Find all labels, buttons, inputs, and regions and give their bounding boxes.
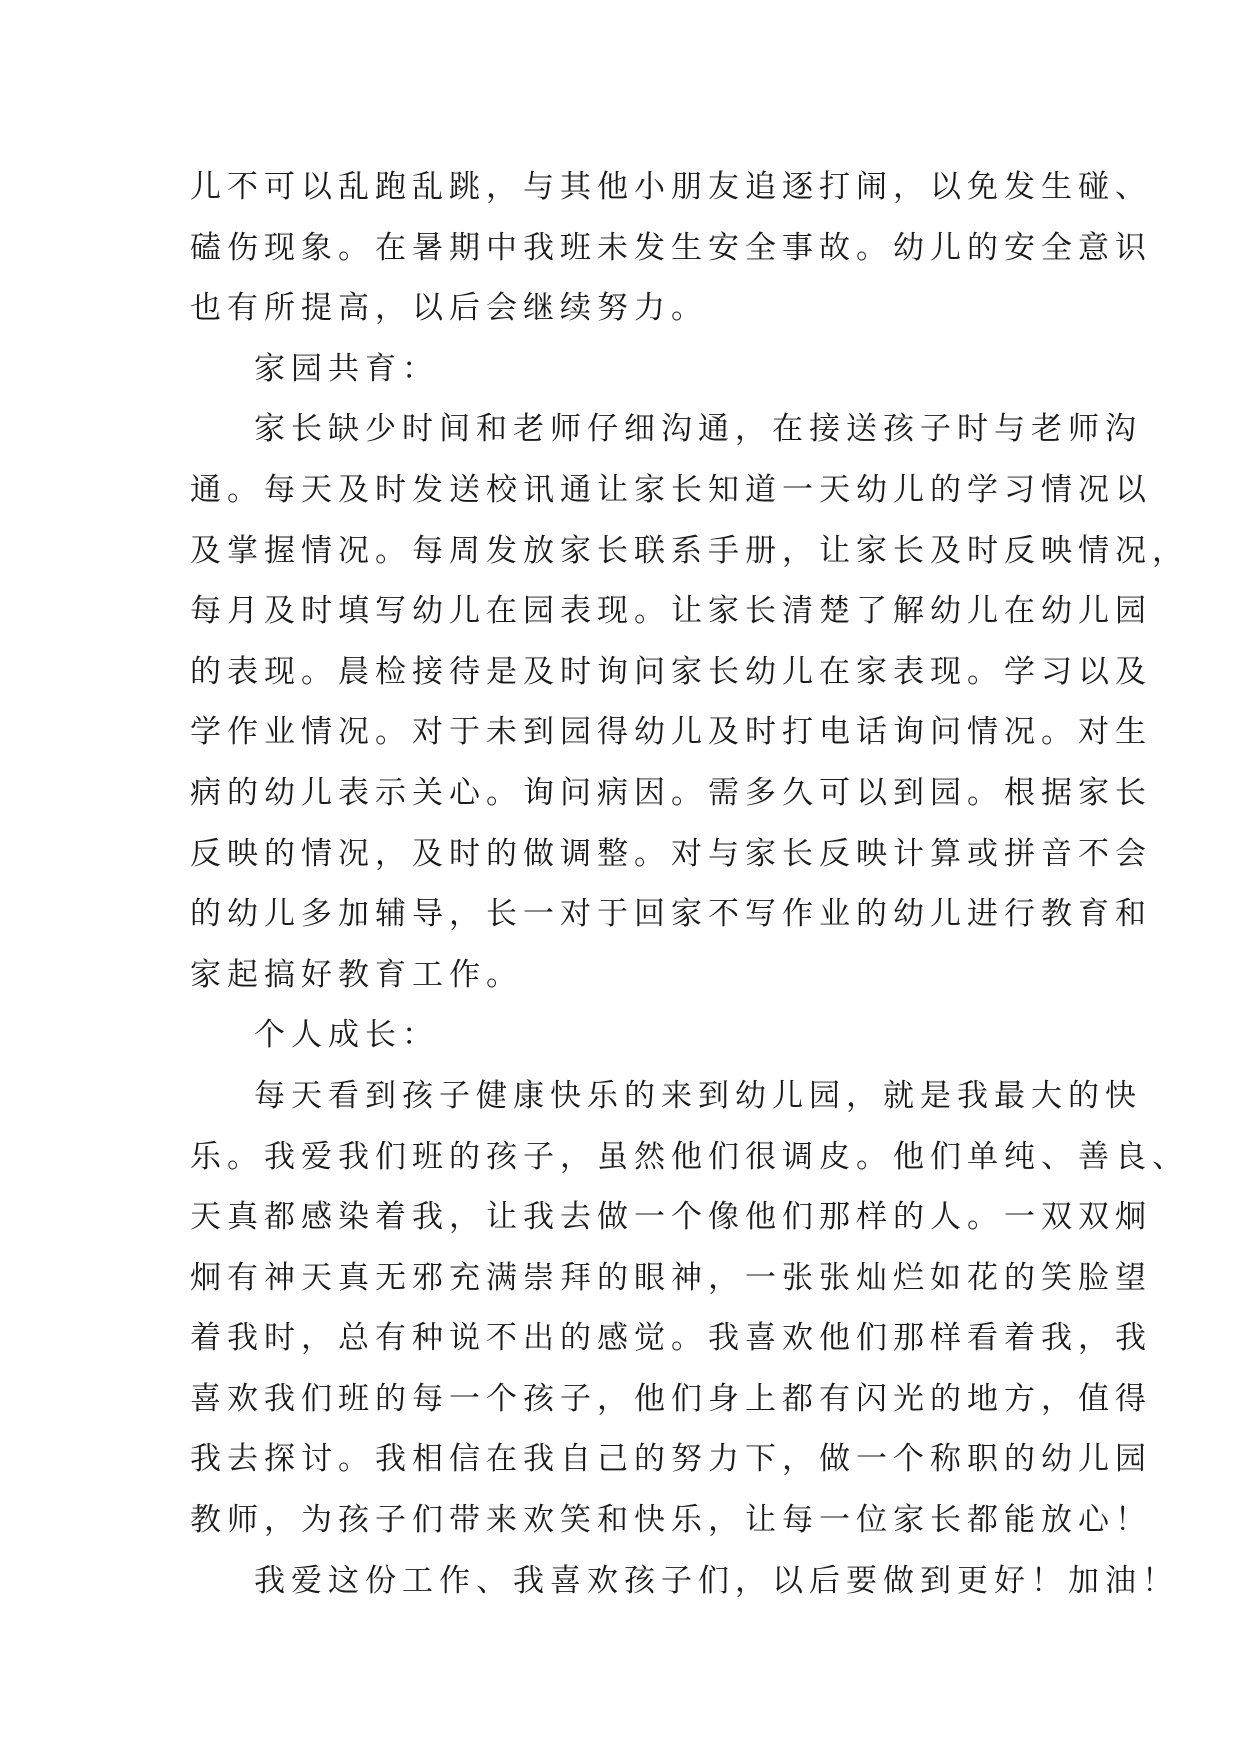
text-line: 的幼儿多加辅导，长一对于回家不写作业的幼儿进行教育和 (190, 896, 1152, 933)
text-line: 及掌握情况。每周发放家长联系手册，让家长及时反映情况， (190, 532, 1189, 569)
text-line: 乐。我爱我们班的孩子，虽然他们很调皮。他们单纯、善良、 (190, 1138, 1189, 1175)
text-line: 家长缺少时间和老师仔细沟通，在接送孩子时与老师沟 (254, 411, 1142, 448)
text-line: 也有所提高，以后会继续努力。 (190, 290, 708, 327)
text-line: 着我时，总有种说不出的感觉。我喜欢他们那样看着我，我 (190, 1320, 1152, 1357)
body-text (190, 157, 1189, 1611)
text-line: 炯有神天真无邪充满崇拜的眼神，一张张灿烂如花的笑脸望 (190, 1259, 1152, 1296)
text-line: 教师，为孩子们带来欢笑和快乐，让每一位家长都能放心！ (190, 1502, 1152, 1539)
section-heading-personal-growth: 个人成长： (254, 1017, 439, 1054)
text-line: 病的幼儿表示关心。询问病因。需多久可以到园。根据家长 (190, 774, 1152, 811)
text-line: 磕伤现象。在暑期中我班未发生安全事故。幼儿的安全意识 (190, 229, 1152, 266)
closing-line: 我爱这份工作、我喜欢孩子们，以后要做到更好！加油！ (254, 1562, 1179, 1599)
text-line: 喜欢我们班的每一个孩子，他们身上都有闪光的地方，值得 (190, 1380, 1152, 1417)
text-line: 天真都感染着我，让我去做一个像他们那样的人。一双双炯 (190, 1199, 1152, 1236)
text-line: 我去探讨。我相信在我自己的努力下，做一个称职的幼儿园 (190, 1441, 1152, 1478)
section-heading-home-school: 家园共育： (254, 350, 439, 387)
text-line: 的表现。晨检接待是及时询问家长幼儿在家表现。学习以及 (190, 653, 1152, 690)
text-line: 每月及时填写幼儿在园表现。让家长清楚了解幼儿在幼儿园 (190, 593, 1152, 630)
text-line: 通。每天及时发送校讯通让家长知道一天幼儿的学习情况以 (190, 471, 1152, 508)
text-line: 反映的情况，及时的做调整。对与家长反映计算或拼音不会 (190, 835, 1152, 872)
text-line: 每天看到孩子健康快乐的来到幼儿园，就是我最大的快 (254, 1077, 1142, 1114)
text-line: 学作业情况。对于未到园得幼儿及时打电话询问情况。对生 (190, 714, 1152, 751)
text-line: 儿不可以乱跑乱跳，与其他小朋友追逐打闹，以免发生碰、 (190, 169, 1152, 205)
text-line: 家起搞好教育工作。 (190, 956, 523, 993)
